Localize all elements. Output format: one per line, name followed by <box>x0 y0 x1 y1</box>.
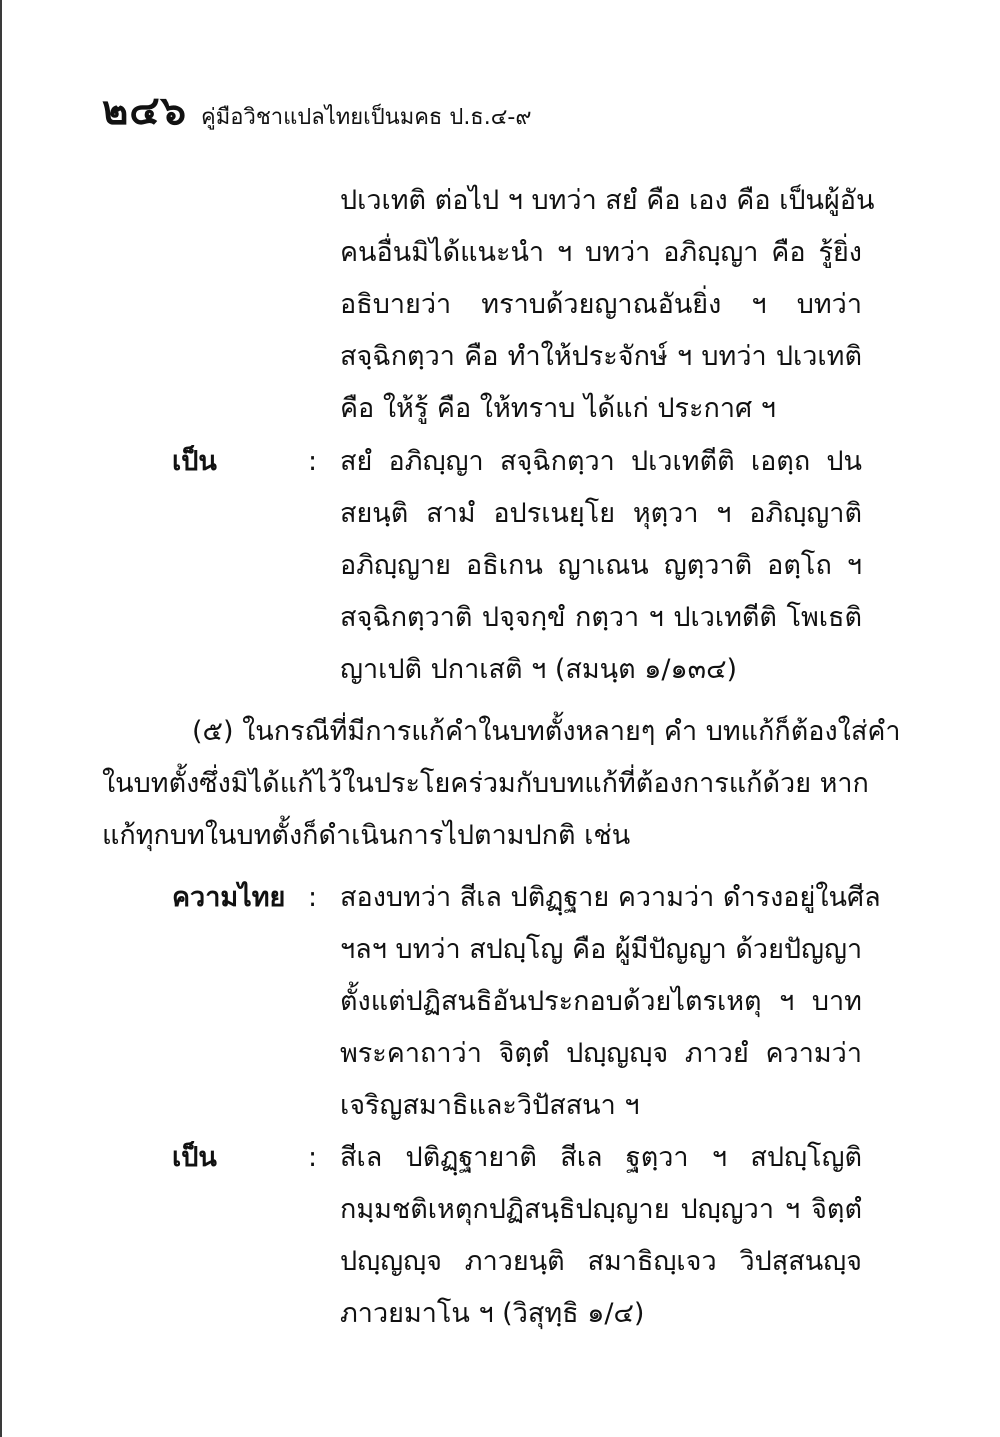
entry-label: ความไทย <box>172 882 286 913</box>
text-line: ปญฺญญฺจ ภาวยนฺติ สมาธิญฺเจว วิปสฺสนญฺจ <box>340 1246 862 1277</box>
page-header <box>102 78 531 142</box>
paragraph-line: ในบทตั้งซึ่งมิได้แก้ไว้ในประโยคร่วมกับบทแก้ที่ต้องการแก้ด้วย หาก <box>102 768 869 799</box>
text-line: คือ ให้รู้ คือ ให้ทราบ ได้แก่ ประกาศ ฯ <box>340 393 776 424</box>
text-line: สยนฺติ สามํ อปรเนยฺโย หุตฺวา ฯ อภิญฺญาติ <box>340 498 862 529</box>
entry-colon: : <box>308 882 318 913</box>
text-line: เจริญสมาธิและวิปัสสนา ฯ <box>340 1090 640 1121</box>
text-line: อภิญฺญาย อธิเกน ญาเณน ญตฺวาติ อตฺโถ ฯ <box>340 550 862 581</box>
text-line: อธิบายว่า ทราบด้วยญาณอันยิ่ง ฯ บทว่า <box>340 289 862 320</box>
text-line: สีเล ปติฏฺฐายาติ สีเล ฐตฺวา ฯ สปญฺโญติ <box>340 1142 862 1173</box>
entry-label: เป็น <box>172 446 217 477</box>
entry-label: เป็น <box>172 1142 217 1173</box>
book-title: คู่มือวิชาแปลไทยเป็นมคธ ป.ธ.๔-๙ <box>201 105 532 130</box>
page-number: ๒๔๖ <box>102 88 188 134</box>
text-line: สยํ อภิญฺญา สจฺฉิกตฺวา ปเวเทตีติ เอตฺถ ปน <box>340 446 862 477</box>
text-line: พระคาถาว่า จิตฺตํ ปญฺญญฺจ ภาวยํ ความว่า <box>340 1038 862 1069</box>
text-line: สองบทว่า สีเล ปติฏฺฐาย ความว่า ดำรงอยู่ในศีล <box>340 882 881 913</box>
text-line: ฯลฯ บทว่า สปญฺโญ คือ ผู้มีปัญญา ด้วยปัญญา <box>340 934 863 965</box>
text-line: กมฺมชติเหตุกปฏิสนฺธิปญฺญาย ปญฺญวา ฯ จิตฺตํ <box>340 1194 862 1225</box>
entry-colon: : <box>308 1142 318 1173</box>
paragraph-line: แก้ทุกบทในบทตั้งก็ดำเนินการไปตามปกติ เช่น <box>102 820 631 851</box>
text-line: ตั้งแต่ปฏิสนธิอันประกอบด้วยไตรเหตุ ฯ บาท <box>340 986 862 1017</box>
text-line: คนอื่นมิได้แนะนำ ฯ บทว่า อภิญฺญา คือ รู้ยิ่ง <box>340 237 862 268</box>
text-line: สจฺฉิกตฺวาติ ปจฺจกฺขํ กตฺวา ฯ ปเวเทตีติ โพเธติ <box>340 602 862 633</box>
text-line: ญาเปติ ปกาเสติ ฯ (สมนฺต ๑/๑๓๔) <box>340 654 738 685</box>
entry-colon: : <box>308 446 318 477</box>
paragraph-line: (๕) ในกรณีที่มีการแก้คำในบทตั้งหลายๆ คำ บทแก้ก็ต้องใส่คำ <box>192 716 901 747</box>
text-line: สจฺฉิกตฺวา คือ ทำให้ประจักษ์ ฯ บทว่า ปเวเทติ <box>340 341 862 372</box>
text-line: ปเวเทติ ต่อไป ฯ บทว่า สยํ คือ เอง คือ เป็นผู้อัน <box>340 185 875 216</box>
text-line: ภาวยมาโน ฯ (วิสุทฺธิ ๑/๔) <box>340 1298 645 1329</box>
